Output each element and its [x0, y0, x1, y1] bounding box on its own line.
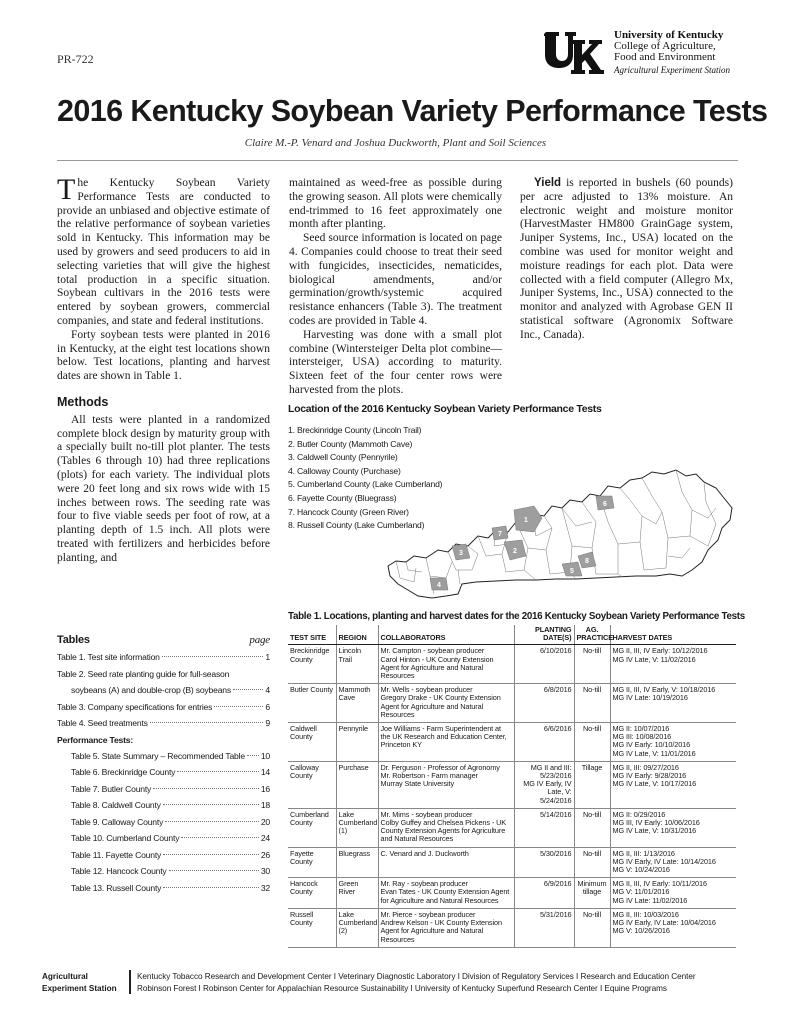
toc-heading: Tables [57, 634, 90, 646]
cell-ag-practice: No-till [574, 723, 610, 762]
cell-harvest-dates: MG II, III, IV Early, V: 10/18/2016 MG IV Late: 10/19/2016 [610, 684, 736, 723]
cell-region: Purchase [336, 761, 378, 808]
station-name: Agricultural Experiment Station [614, 65, 730, 75]
toc-entry-label: soybeans (A) and double-crop (B) soybeans [71, 685, 231, 695]
intro-paragraph-1 [57, 173, 270, 329]
toc-entry-page: 18 [260, 800, 270, 810]
location-item: 4. Calloway County (Purchase) [288, 465, 401, 476]
yield-text: is reported in bushels (60 pounds) per acre adjusted to 13% moisture. An electronic weight and moisture monitor (HarvestMaster HM800 GrainGage system, Juniper Systems, Inc., USA) located on the combine was used for monitor weight and moisture readings for each plot. Data were collected with a field computer (Allegro Mx, Juniper Systems, Inc., USA) connected to the monitor and analyzed with Agrobase GEN II statistical software (Agronomix Software Inc., Canada). [520, 177, 733, 341]
authors: Claire M.-P. Venard and Joshua Duckworth, Plant and Soil Sciences [244, 137, 547, 149]
toc-leader [233, 689, 263, 690]
header-region: REGION [336, 625, 378, 645]
toc-entry-page: 6 [265, 701, 270, 712]
yield-label: Yield [534, 177, 562, 189]
cell-test-site: Butler County [288, 684, 336, 723]
footer-units-line-1: Kentucky Tobacco Research and Development Center I Veterinary Diagnostic Laboratory I Division of Regulatory Services I Research and Education Center [137, 972, 696, 981]
table-header-row [288, 625, 736, 645]
intro-column [57, 173, 270, 566]
cell-collaborators: C. Venard and J. Duckworth [378, 847, 514, 878]
toc-leader [153, 788, 259, 789]
cell-collaborators: Dr. Ferguson - Professor of Agronomy Mr. Robertson - Farm manager Murray State University [378, 761, 514, 808]
cell-harvest-dates: MG II: 0/29/2016 MG III, IV Early: 10/06/2016 MG IV Late, V: 10/31/2016 [610, 808, 736, 847]
methods-column-2 [289, 177, 502, 398]
cell-harvest-dates: MG II, III: 1/13/2016 MG IV Early, IV Late: 10/14/2016 MG V: 10/24/2016 [610, 847, 736, 878]
map-title: Location of the 2016 Kentucky Soybean Variety Performance Tests [288, 403, 602, 415]
marker-1: 1 [524, 517, 528, 524]
location-item: 3. Caldwell County (Pennyrile) [288, 452, 398, 463]
toc-leader [169, 870, 259, 871]
table-row [288, 878, 736, 909]
college-line-1: College of Agriculture, [614, 40, 716, 52]
toc-entry-label: Table 4. Seed treatments [57, 718, 148, 728]
intro-paragraph-2: Forty soybean tests were planted in 2016 in Kentucky, at the eight test locations shown below. Test locations, planting and harvest dates are shown in Table 1. [57, 328, 270, 383]
cell-planting-date: 5/30/2016 [514, 847, 574, 878]
toc-page-label: page [249, 634, 270, 646]
page-title: 2016 Kentucky Soybean Variety Performance Tests [57, 94, 768, 128]
footer-units-line-2: Robinson Forest I Robinson Center for Appalachian Resource Sustainability I University of Kentucky Superfund Research Center I Equine Programs [137, 984, 667, 993]
toc-entry-page: 1 [265, 652, 270, 662]
report-number: PR-722 [57, 52, 94, 66]
university-name: University of Kentucky [614, 29, 724, 41]
cell-test-site: Breckinridge County [288, 645, 336, 684]
toc-leader [177, 771, 259, 772]
cell-planting-date: 5/14/2016 [514, 808, 574, 847]
dropcap: T [57, 173, 76, 206]
toc-entry-page: 16 [260, 783, 270, 794]
toc-entry[interactable] [57, 652, 270, 669]
table-row [288, 645, 736, 684]
toc-entry-label: Table 12. Hancock County [71, 866, 167, 876]
toc-leader [163, 887, 259, 888]
toc-entry-label: Table 2. Seed rate planting guide for full-season [57, 668, 230, 679]
toc-header [57, 634, 270, 646]
table1-title: Table 1. Locations, planting and harvest dates for the 2016 Kentucky Soybean Variety Performance Tests [288, 611, 745, 622]
header-harvest-dates: HARVEST DATES [610, 625, 736, 645]
table1 [288, 625, 736, 948]
footer-station [42, 971, 117, 995]
footer-divider [129, 970, 131, 994]
cell-region: Green River [336, 878, 378, 909]
toc-leader [163, 804, 259, 805]
toc-leader [165, 821, 259, 822]
cell-ag-practice: No-till [574, 908, 610, 947]
cell-ag-practice: No-till [574, 847, 610, 878]
cell-test-site: Fayette County [288, 847, 336, 878]
toc-entry[interactable] [57, 866, 270, 883]
cell-harvest-dates: MG II, III: 10/03/2016 MG IV Early, IV Late: 10/04/2016 MG V: 10/26/2016 [610, 908, 736, 947]
location-item: 1. Breckinridge County (Lincoln Trail) [288, 425, 422, 435]
cell-planting-date: 6/10/2016 [514, 645, 574, 684]
toc-entry[interactable] [57, 767, 270, 784]
toc-entry-label: Table 10. Cumberland County [71, 833, 180, 843]
institution-block [614, 30, 730, 76]
toc-entry-label: Table 9. Calloway County [71, 816, 164, 827]
methods-heading: Methods [57, 394, 109, 409]
cell-test-site: Russell County [288, 908, 336, 947]
cell-ag-practice: No-till [574, 684, 610, 723]
toc-entry-label: Table 11. Fayette County [71, 849, 162, 860]
cell-test-site: Calloway County [288, 761, 336, 808]
title-divider [57, 160, 738, 161]
marker-5: 5 [570, 568, 574, 575]
location-item: 8. Russell County (Lake Cumberland) [288, 520, 425, 531]
toc-entry-label: Table 3. Company specifications for entries [57, 701, 213, 712]
cell-ag-practice: No-till [574, 645, 610, 684]
table-row [288, 723, 736, 762]
cell-planting-date: MG II and III: 5/23/2016 MG IV Early, IV Late, V: 5/24/2016 [514, 761, 574, 808]
cell-ag-practice: No-till [574, 808, 610, 847]
cell-region: Lake Cumberland (2) [336, 908, 378, 947]
cell-ag-practice: Minimum tillage [574, 878, 610, 909]
location-item: 6. Fayette County (Bluegrass) [288, 492, 397, 503]
table-of-contents [57, 634, 270, 899]
toc-entry-page: 4 [265, 685, 270, 695]
toc-entry[interactable] [57, 883, 270, 900]
toc-entry-page: 9 [265, 718, 270, 728]
toc-entry[interactable] [57, 833, 270, 850]
cell-test-site: Cumberland County [288, 808, 336, 847]
cell-test-site: Hancock County [288, 878, 336, 909]
table-row [288, 908, 736, 947]
cell-planting-date: 6/6/2016 [514, 723, 574, 762]
toc-entry[interactable] [57, 685, 270, 702]
cell-collaborators: Joe Williams - Farm Superintendent at the UK Research and Education Center, Princeton KY [378, 723, 514, 762]
toc-entry-label: Table 6. Breckinridge County [71, 767, 176, 777]
cell-harvest-dates: MG II, III: 09/27/2016 MG IV Early: 9/28/2016 MG IV Late, V: 10/17/2016 [610, 761, 736, 808]
toc-performance-heading: Performance Tests: [57, 734, 134, 745]
cell-collaborators: Mr. Pierce - soybean producer Andrew Kelson - UK County Extension Agent for Agriculture and Natural Resources [378, 908, 514, 947]
college-line-2: Food and Environment [614, 51, 716, 63]
toc-entry-label: Table 8. Caldwell County [71, 800, 161, 810]
methods-column-3 [520, 177, 733, 343]
location-item: 7. Hancock County (Green River) [288, 506, 409, 517]
toc-leader [247, 755, 259, 756]
table-row [288, 808, 736, 847]
toc-entry-label: Table 1. Test site information [57, 652, 160, 662]
methods-paragraph-1: All tests were planted in a randomized complete block design by maturity group with a specially built no-till plot planter. The tests (Tables 6 through 10) had three replications (plots) for each variety. The individual plots were 20 feet long and six rows wide with 15 inches between rows. The seeding rate was four to five viable seeds per foot of row, at a planting depth of 1.5 inch. All plots were treated with fertilizers and herbicides before planting, and [57, 413, 270, 564]
header-ag-practice: AG. PRACTICE [574, 625, 610, 645]
cell-region: Lincoln Trail [336, 645, 378, 684]
toc-entry-page: 20 [260, 816, 270, 827]
footer-station-line-1: Agricultural [42, 972, 88, 981]
marker-3: 3 [459, 550, 463, 557]
table-row [288, 761, 736, 808]
location-item: 2. Butler County (Mammoth Cave) [288, 438, 413, 449]
cell-harvest-dates: MG II, III, IV Early: 10/11/2016 MG V: 11/01/2016 MG IV Late: 11/02/2016 [610, 878, 736, 909]
table-row [288, 847, 736, 878]
toc-entry[interactable] [57, 702, 270, 719]
cell-region: Pennyrile [336, 723, 378, 762]
cell-test-site: Caldwell County [288, 723, 336, 762]
location-item: 5. Cumberland County (Lake Cumberland) [288, 479, 443, 490]
toc-entry[interactable] [57, 850, 270, 867]
toc-entry-label: Table 13. Russell County [71, 882, 162, 893]
marker-2: 2 [513, 548, 517, 555]
cell-ag-practice: Tillage [574, 761, 610, 808]
cell-harvest-dates: MG II: 10/07/2016 MG III: 10/08/2016 MG IV Early: 10/10/2016 MG IV Late, V: 11/01/2016 [610, 723, 736, 762]
toc-entry-page: 24 [260, 833, 270, 843]
cell-collaborators: Mr. Campton - soybean producer Carol Hinton - UK County Extension Agent for Agriculture and Natural Resources [378, 645, 514, 684]
kentucky-county-map [386, 466, 736, 602]
cell-region: Lake Cumberland (1) [336, 808, 378, 847]
intro-text-1: he Kentucky Soybean Variety Performance Tests are conducted to provide an unbiased and objective estimate of the relative performance of soybean varieties sold in Kentucky. This information may be used by growers and seed producers to aid in selecting varieties that will give the highest total production in a specific situation. Soybean cultivars in the 2016 tests were entered by soybean growers, commercial companies, and state and federal institutions. [57, 177, 270, 327]
footer-station-line-2: Experiment Station [42, 984, 117, 993]
header-test-site: TEST SITE [288, 625, 336, 645]
toc-entry[interactable] [57, 718, 270, 735]
cell-collaborators: Mr. Mims - soybean producer Colby Guffey and Chelsea Pickens - UK County Extension Agents for Agriculture and Natural Resources [378, 808, 514, 847]
cell-planting-date: 6/9/2016 [514, 878, 574, 909]
marker-6: 6 [603, 501, 607, 508]
marker-7: 7 [498, 531, 502, 538]
toc-leader [181, 837, 259, 838]
cell-collaborators: Mr. Ray - soybean producer Evan Tates - UK County Extension Agent for Agriculture and Natural Resources [378, 878, 514, 909]
toc-entry[interactable] [57, 751, 270, 768]
header-collaborators: COLLABORATORS [378, 625, 514, 645]
toc-entry-page: 14 [260, 767, 270, 777]
cell-planting-date: 5/31/2016 [514, 908, 574, 947]
cell-region: Mammoth Cave [336, 684, 378, 723]
toc-entry-page: 30 [260, 866, 270, 876]
marker-4: 4 [437, 582, 441, 589]
yield-paragraph [520, 177, 733, 343]
marker-8: 8 [585, 558, 589, 565]
methods-paragraph-4: Harvesting was done with a small plot combine (Wintersteiger Delta plot combine—intersteiger, USA) according to maturity. Sixteen feet of the four center rows were harvested from the plots. [289, 328, 502, 396]
header-planting-dates: PLANTING DATE(S) [514, 625, 574, 645]
toc-entry-label: Table 5. State Summary – Recommended Table [71, 750, 245, 761]
uk-logo [544, 30, 606, 76]
toc-entry[interactable] [57, 784, 270, 801]
toc-leader [163, 854, 259, 855]
cell-planting-date: 6/8/2016 [514, 684, 574, 723]
toc-entry-label: Table 7. Butler County [71, 783, 152, 794]
toc-entry[interactable] [57, 800, 270, 817]
methods-paragraph-2: maintained as weed-free as possible during the growing season. All plots were chemically end-trimmed to 16 feet approximately one month after planting. [289, 177, 502, 231]
footer-units [137, 971, 696, 995]
toc-entry[interactable] [57, 669, 270, 686]
cell-collaborators: Mr. Wells - soybean producer Gregory Drake - UK County Extension Agent for Agriculture and Natural Resources [378, 684, 514, 723]
table-row [288, 684, 736, 723]
toc-leader [214, 706, 263, 707]
toc-leader [162, 656, 264, 657]
toc-entry[interactable] [57, 817, 270, 834]
cell-harvest-dates: MG II, III, IV Early: 10/12/2016 MG IV Late, V: 11/02/2016 [610, 645, 736, 684]
toc-entry-page: 10 [260, 750, 270, 761]
methods-paragraph-3: Seed source information is located on page 4. Companies could choose to treat their seed with fungicides, insecticides, nematicides, biological amendments, and/or germination/growth/systemic acquired resistance enhancers (Table 3). The treatment codes are provided in Table 4. [289, 232, 502, 327]
toc-leader [150, 722, 264, 723]
toc-entry-page: 26 [260, 849, 270, 860]
toc-entry-page: 32 [260, 882, 270, 893]
cell-region: Bluegrass [336, 847, 378, 878]
